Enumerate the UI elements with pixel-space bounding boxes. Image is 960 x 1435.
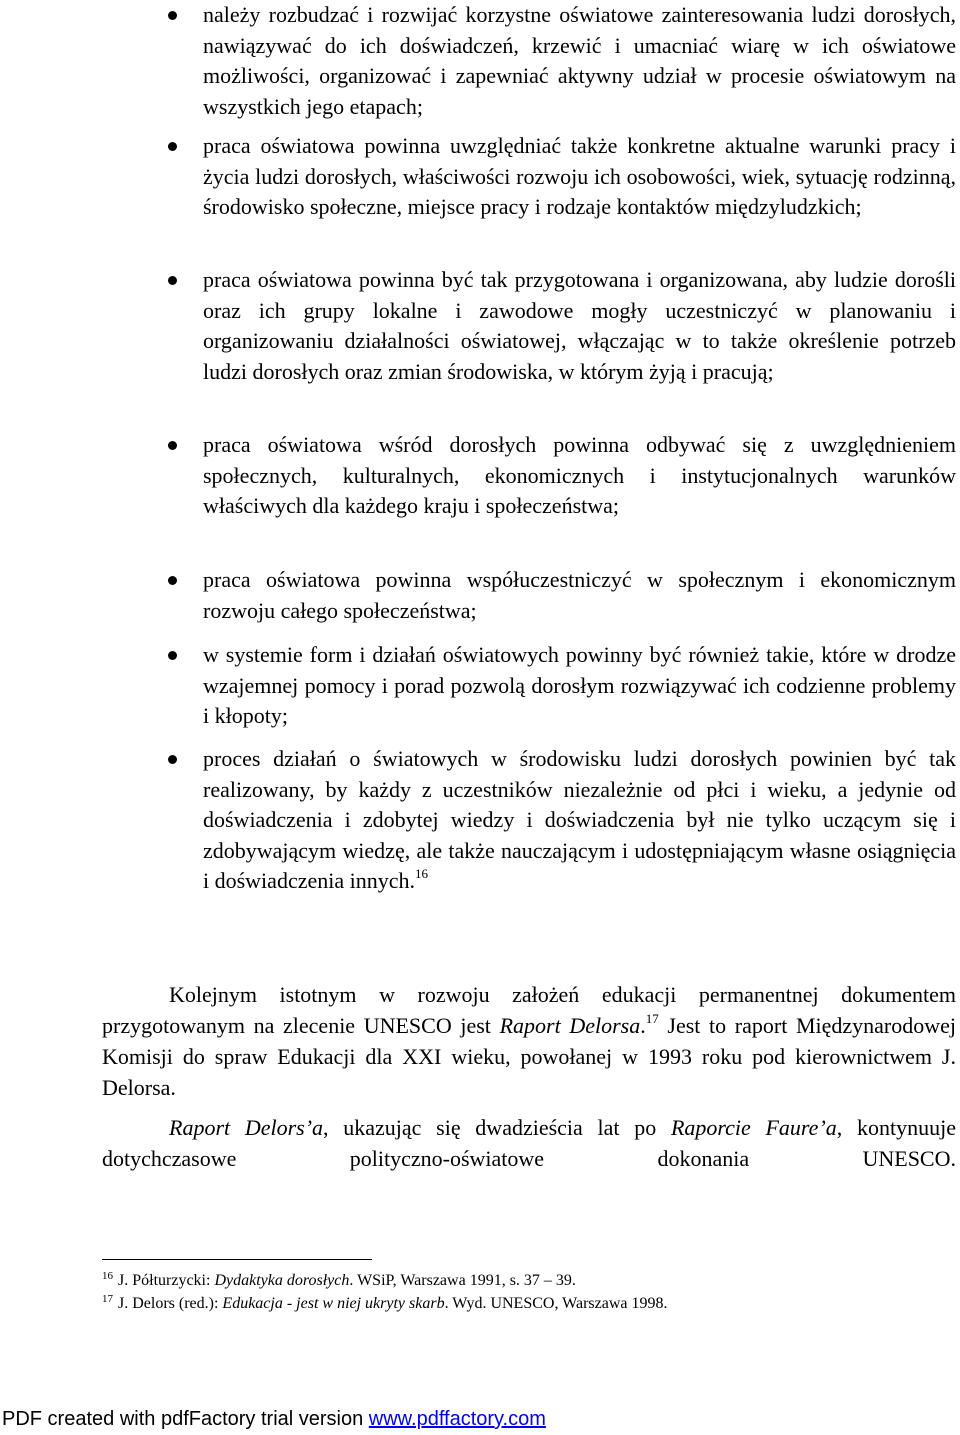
bullet-text: proces działań o światowych w środowisku ludzi dorosłych powinien być tak realizowany, by każdy z uczestników niezależnie od płci i wieku, a jedynie od doświadczenia i zdobytej wiedzy i doświadczenia był nie tylko uczącym się i zdobywającym wiedzę, ale także nauczającym i udostępniającym własne osiągnięcia i doświadczenia innych. bbox=[203, 746, 956, 893]
paragraph-text: . bbox=[640, 1013, 646, 1038]
bullet-text: praca oświatowa wśród dorosłych powinna odbywać się z uwzględnieniem społecznych, kulturalnych, ekonomicznych i instytucjonalnych warunków właściwych dla każdego kraju i społeczeństwa; bbox=[203, 432, 956, 518]
bullet-item-1 bbox=[203, 0, 956, 122]
bullet-item-5 bbox=[203, 565, 956, 626]
paragraph-text: , ukazując się dwadzieścia lat po bbox=[323, 1115, 671, 1140]
pdffactory-link[interactable]: www.pdffactory.com bbox=[368, 1408, 546, 1430]
paragraph-text: Kolejnym istotnym w rozwoju założeń edukacji permanentnej dokumentem przygotowanym na zlecenie UNESCO jest bbox=[102, 982, 956, 1038]
bullet-text: praca oświatowa powinna być tak przygotowana i organizowana, aby ludzie dorośli oraz ich grupy lokalne i zawodowe mogły uczestniczyć w planowaniu i organizowaniu działalności oświatowej, włączając w to także określenie potrzeb ludzi dorosłych oraz zmian środowiska, w którym żyją i pracują; bbox=[203, 267, 956, 384]
paragraph-delors-intro bbox=[102, 979, 956, 1103]
raport-delors-title: Raport Delors’a bbox=[169, 1115, 324, 1140]
bullet-dot-icon bbox=[168, 11, 177, 20]
footnote-ref-17[interactable]: 17 bbox=[645, 1011, 659, 1026]
footnote-divider bbox=[102, 1259, 372, 1260]
bullet-item-2 bbox=[203, 131, 956, 223]
bullet-dot-icon bbox=[168, 276, 177, 285]
footnote-text: . Wyd. UNESCO, Warszawa 1998. bbox=[444, 1295, 668, 1312]
footnote-17 bbox=[102, 1294, 956, 1315]
footnote-text: J. Półturzycki: bbox=[118, 1272, 215, 1289]
bullet-text: należy rozbudzać i rozwijać korzystne oświatowe zainteresowania ludzi dorosłych, nawiązywać do ich doświadczeń, krzewić i umacniać wiarę w ich oświatowe możliwości, organizować i zapewniać aktywny udział w procesie oświatowym na wszystkich jego etapach; bbox=[203, 2, 956, 119]
paragraph-delors-continuation bbox=[102, 1112, 956, 1174]
footnote-title: Edukacja - jest w niej ukryty skarb bbox=[222, 1295, 445, 1312]
bullet-item-7 bbox=[203, 744, 956, 897]
paragraph-text: , kontynuuje dotychczasowe polityczno-oświatowe dokonania UNESCO. bbox=[102, 1115, 956, 1171]
bullet-text: praca oświatowa powinna współuczestniczyć w społecznym i ekonomicznym rozwoju całego społeczeństwa; bbox=[203, 567, 956, 623]
footnote-16 bbox=[102, 1271, 956, 1292]
footnote-ref-16[interactable]: 16 bbox=[415, 866, 428, 881]
paragraph-text: Jest to raport Międzynarodowej Komisji do spraw Edukacji dla XXI wieku, powołanej w 1993 roku pod kierownictwem J. Delorsa. bbox=[102, 1013, 957, 1100]
bullet-text: praca oświatowa powinna uwzględniać także konkretne aktualne warunki pracy i życia ludzi dorosłych, właściwości rozwoju ich osobowości, wiek, sytuację rodzinną, środowisko społeczne, miejsce pracy i rodzaje kontaktów międzyludzkich; bbox=[203, 133, 956, 219]
footnote-text: . WSiP, Warszawa 1991, s. 37 – 39. bbox=[349, 1272, 576, 1289]
bullet-item-4 bbox=[203, 430, 956, 522]
bullet-dot-icon bbox=[168, 142, 177, 151]
bullet-dot-icon bbox=[168, 441, 177, 450]
pdf-factory-banner bbox=[2, 1406, 546, 1432]
raport-faure-title: Raporcie Faure’a bbox=[670, 1115, 837, 1140]
bullet-dot-icon bbox=[168, 576, 177, 585]
bullet-item-3 bbox=[203, 265, 956, 387]
bullet-dot-icon bbox=[168, 755, 177, 764]
footnote-title: Dydaktyka dorosłych bbox=[214, 1272, 350, 1289]
bullet-item-6 bbox=[203, 640, 956, 732]
footnote-number: 16 bbox=[102, 1270, 113, 1282]
raport-delorsa-title: Raport Delorsa bbox=[499, 1013, 641, 1038]
footnote-text: J. Delors (red.): bbox=[118, 1295, 223, 1312]
banner-text: PDF created with pdfFactory trial version bbox=[2, 1408, 369, 1430]
footnote-number: 17 bbox=[102, 1293, 113, 1305]
bullet-dot-icon bbox=[168, 651, 177, 660]
bullet-text: w systemie form i działań oświatowych powinny być również takie, które w drodze wzajemnej pomocy i porad pozwolą dorosłym rozwiązywać ich codzienne problemy i kłopoty; bbox=[203, 642, 956, 728]
